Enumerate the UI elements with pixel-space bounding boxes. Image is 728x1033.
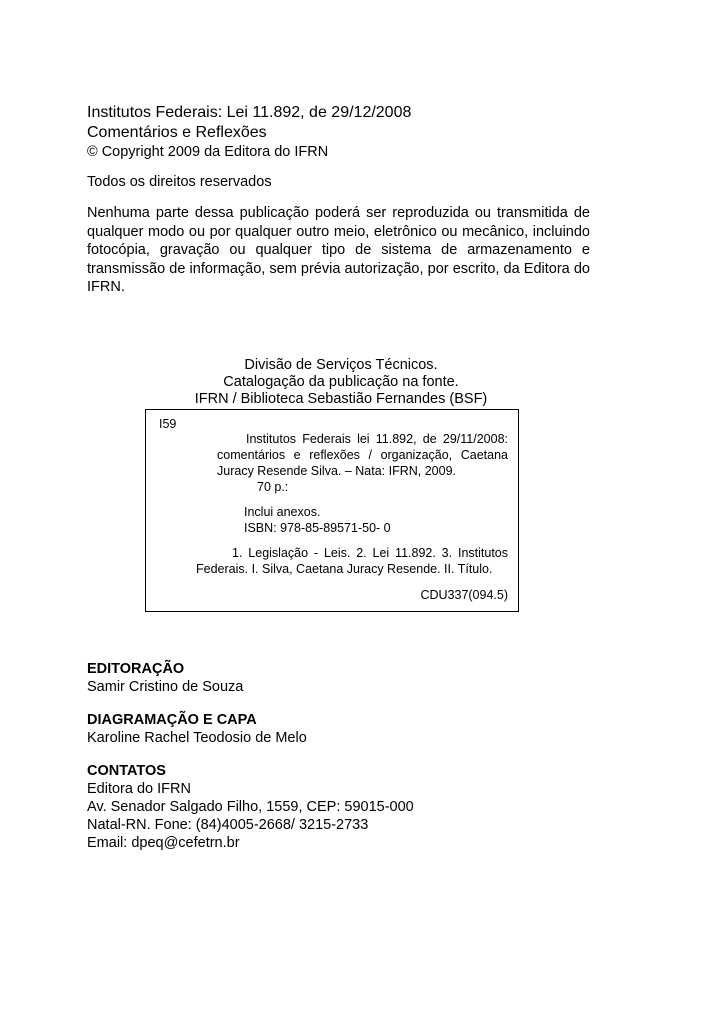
- catalog-note: Inclui anexos.: [244, 505, 321, 519]
- contatos-heading: CONTATOS: [87, 763, 166, 779]
- editoracao-name: Samir Cristino de Souza: [87, 679, 244, 695]
- rights-notice-line: qualquer modo ou por qualquer outro meio, eletrônico ou mecânico, incluindo: [87, 223, 590, 240]
- copyright-line: © Copyright 2009 da Editora do IFRN: [87, 144, 329, 160]
- rights-notice-line: IFRN.: [87, 279, 125, 295]
- rights-reserved: Todos os direitos reservados: [87, 174, 272, 190]
- book-subtitle: Comentários e Reflexões: [87, 124, 267, 141]
- contact-phone: Natal-RN. Fone: (84)4005-2668/ 3215-2733: [87, 817, 369, 833]
- catalog-cdu: CDU337(094.5): [420, 588, 508, 602]
- contact-email: Email: dpeq@cefetrn.br: [87, 835, 240, 851]
- diagramacao-name: Karoline Rachel Teodosio de Melo: [87, 730, 307, 746]
- cataloging-heading-catalog: Catalogação da publicação na fonte.: [223, 374, 459, 390]
- call-number: I59: [159, 417, 177, 431]
- cataloging-card: [145, 409, 519, 612]
- catalog-subjects-line: Federais. I. Silva, Caetana Juracy Resende. II. Título.: [196, 562, 493, 576]
- book-title: Institutos Federais: Lei 11.892, de 29/12/2008: [87, 104, 412, 121]
- catalog-pages: 70 p.:: [257, 480, 289, 494]
- contact-address: Av. Senador Salgado Filho, 1559, CEP: 59015-000: [87, 799, 414, 815]
- catalog-subjects-line: 1. Legislação - Leis. 2. Lei 11.892. 3. Institutos: [232, 546, 508, 560]
- editoracao-heading: EDITORAÇÃO: [87, 661, 185, 677]
- rights-notice-line: Nenhuma parte dessa publicação poderá ser reproduzida ou transmitida de: [87, 205, 590, 221]
- catalog-entry-line: Institutos Federais lei 11.892, de 29/11/2008:: [246, 432, 508, 446]
- cataloging-heading-library: IFRN / Biblioteca Sebastião Fernandes (BSF): [194, 391, 488, 407]
- cataloging-heading-division: Divisão de Serviços Técnicos.: [244, 357, 438, 373]
- rights-notice-line: fotocópia, gravação ou qualquer tipo de sistema de armazenamento e: [87, 242, 590, 258]
- contact-publisher: Editora do IFRN: [87, 781, 191, 797]
- diagramacao-heading: DIAGRAMAÇÃO E CAPA: [87, 712, 257, 728]
- catalog-entry-line: Juracy Resende Silva. – Nata: IFRN, 2009.: [217, 464, 457, 478]
- catalog-isbn: ISBN: 978-85-89571-50- 0: [244, 521, 391, 535]
- rights-notice-line: transmissão de informação, sem prévia autorização, por escrito, da Editora do: [87, 260, 590, 277]
- catalog-entry-line: comentários e reflexões / organização, Caetana: [217, 448, 508, 462]
